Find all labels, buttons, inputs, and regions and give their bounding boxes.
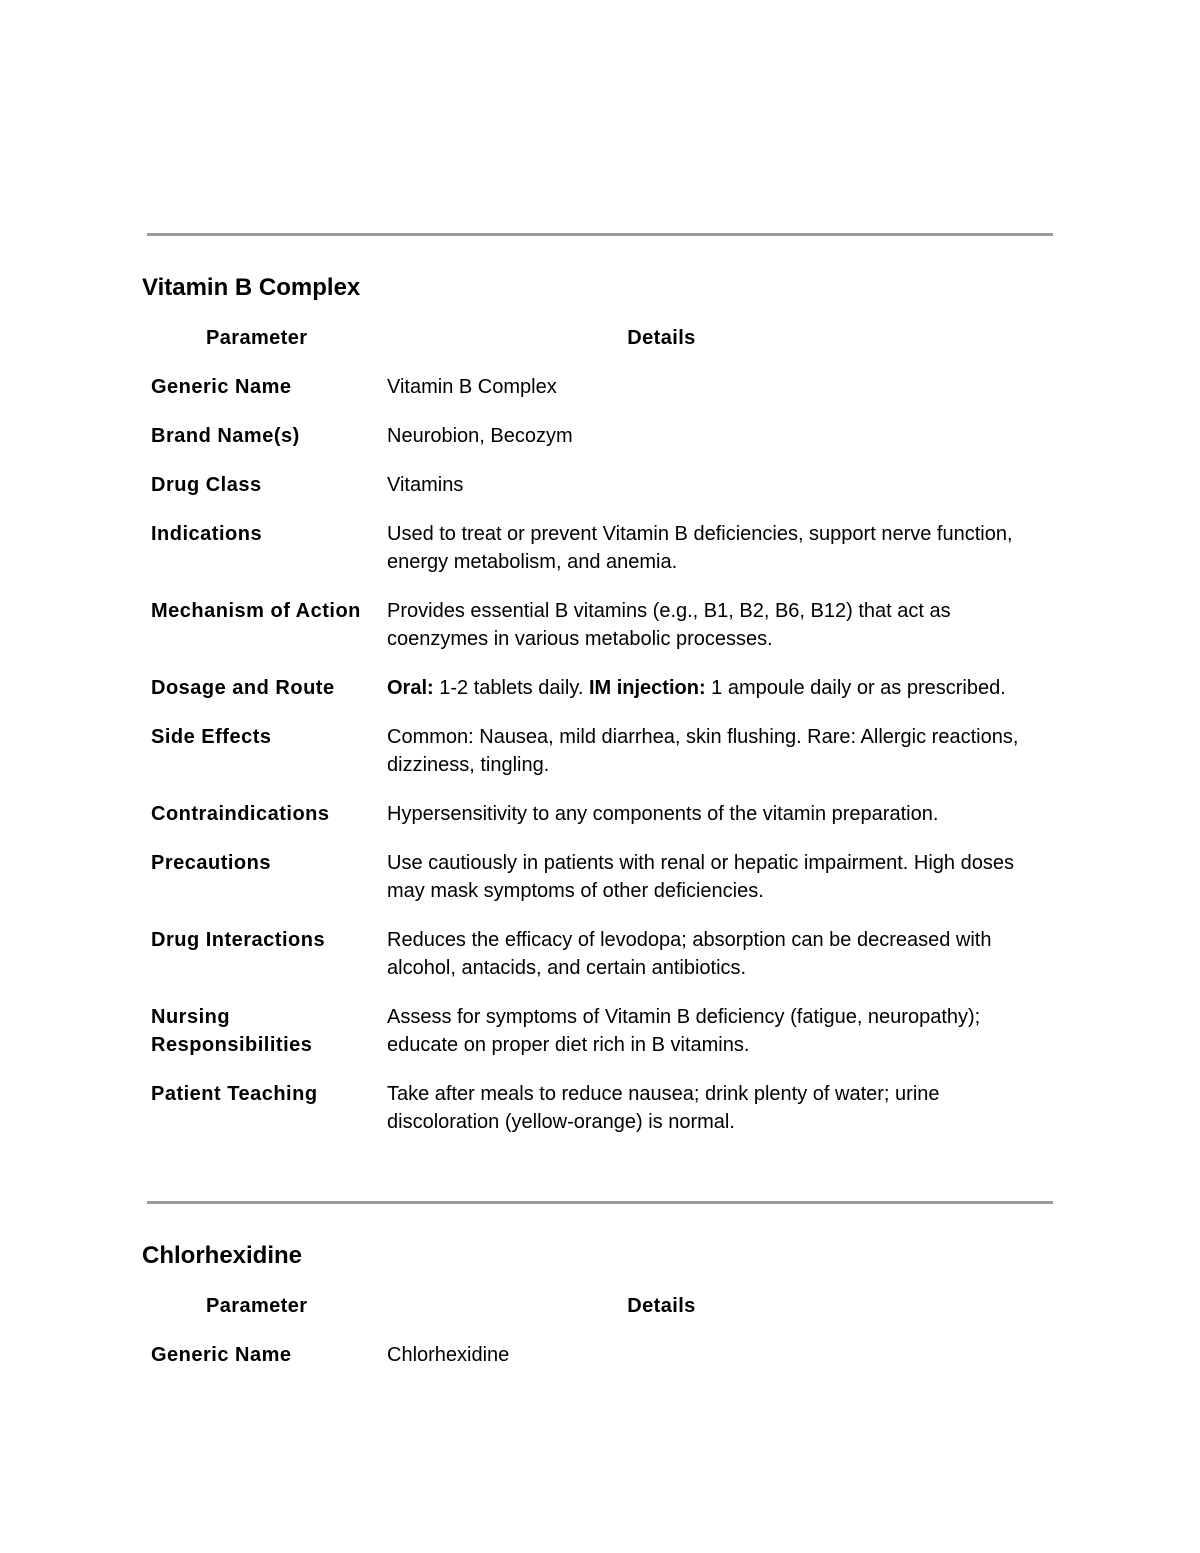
row-details: Take after meals to reduce nausea; drink plenty of water; urine discoloration (yellow-orange) is normal.	[387, 1083, 940, 1133]
row-details: Common: Nausea, mild diarrhea, skin flushing. Rare: Allergic reactions, dizziness, tingling.	[387, 726, 1019, 776]
oral-text: 1-2 tablets daily.	[433, 677, 589, 699]
row-parameter: Generic Name	[151, 376, 292, 398]
row-details: Vitamin B Complex	[387, 376, 557, 398]
row-parameter: Generic Name	[151, 1344, 292, 1366]
table-row	[151, 597, 1021, 674]
row-details: Used to treat or prevent Vitamin B deficiencies, support nerve function, energy metabolism, and anemia.	[387, 523, 1013, 573]
table-row	[151, 422, 1021, 471]
row-details: Neurobion, Becozym	[387, 425, 573, 447]
section-divider	[147, 233, 1053, 236]
table-row	[151, 926, 1021, 1003]
row-details: Reduces the efficacy of levodopa; absorption can be decreased with alcohol, antacids, and certain antibiotics.	[387, 929, 992, 979]
details-column-header: Details	[627, 327, 696, 349]
row-parameter: Contraindications	[151, 803, 330, 825]
row-parameter: Drug Class	[151, 474, 262, 496]
section-divider	[147, 1201, 1053, 1204]
row-parameter: Mechanism of Action	[151, 600, 361, 622]
parameter-column-header: Parameter	[206, 327, 308, 349]
row-parameter: Brand Name(s)	[151, 425, 300, 447]
table-row	[151, 373, 1021, 422]
row-details: Chlorhexidine	[387, 1344, 510, 1366]
row-parameter: Patient Teaching	[151, 1083, 318, 1105]
row-parameter: Precautions	[151, 852, 271, 874]
row-parameter: Side Effects	[151, 726, 272, 748]
table-row	[151, 1003, 1021, 1080]
drug-info-table	[151, 324, 1021, 1157]
drug-title: Vitamin B Complex	[142, 274, 361, 301]
table-header-row	[151, 324, 1021, 373]
table-row	[151, 1080, 1021, 1157]
details-column-header: Details	[627, 1295, 696, 1317]
row-details	[387, 674, 1021, 723]
drug-info-table	[151, 1292, 1021, 1390]
row-details: Vitamins	[387, 474, 464, 496]
table-row	[151, 471, 1021, 520]
table-row	[151, 674, 1021, 723]
table-row	[151, 520, 1021, 597]
table-row	[151, 849, 1021, 926]
drug-section-chlorhexidine	[142, 1241, 1062, 1390]
row-parameter: Indications	[151, 523, 263, 545]
row-parameter: Dosage and Route	[151, 677, 335, 699]
table-row	[151, 1341, 1021, 1390]
table-header-row	[151, 1292, 1021, 1341]
row-details: Hypersensitivity to any components of the vitamin preparation.	[387, 803, 939, 825]
row-parameter: Drug Interactions	[151, 929, 326, 951]
drug-title: Chlorhexidine	[142, 1242, 303, 1269]
parameter-column-header: Parameter	[206, 1295, 308, 1317]
row-details: Use cautiously in patients with renal or hepatic impairment. High doses may mask symptoms of other deficiencies.	[387, 852, 1014, 902]
table-row	[151, 723, 1021, 800]
oral-label: Oral:	[387, 677, 434, 699]
drug-section-vitamin-b	[142, 273, 1062, 1157]
row-details: Provides essential B vitamins (e.g., B1, B2, B6, B12) that act as coenzymes in various metabolic processes.	[387, 600, 951, 650]
row-details: Assess for symptoms of Vitamin B deficiency (fatigue, neuropathy); educate on proper diet rich in B vitamins.	[387, 1006, 981, 1056]
im-text: 1 ampoule daily or as prescribed.	[705, 677, 1006, 699]
im-label: IM injection:	[588, 677, 706, 699]
row-parameter: Nursing Responsibilities	[151, 1006, 313, 1056]
table-row	[151, 800, 1021, 849]
